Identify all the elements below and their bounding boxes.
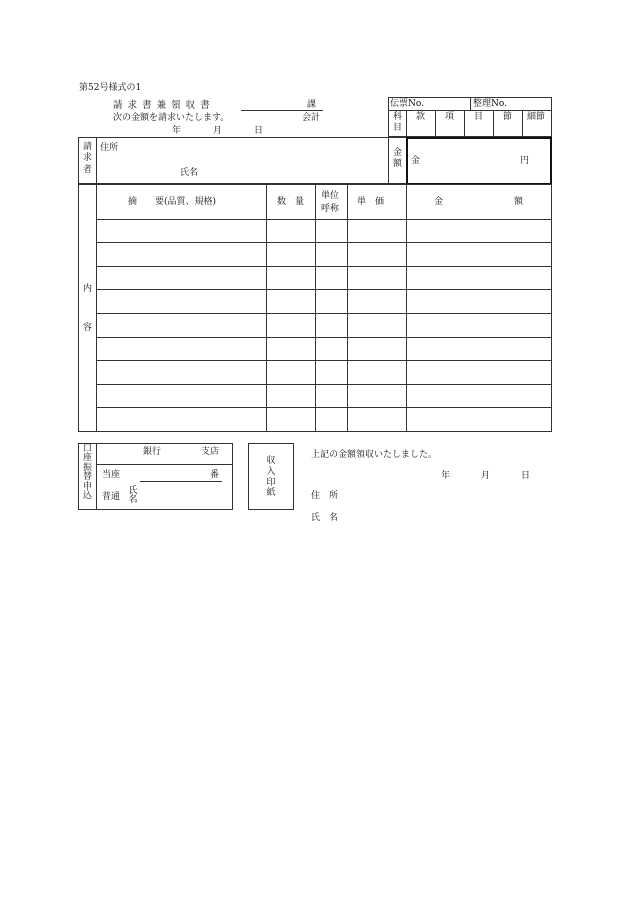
- voucher-divider: [522, 110, 523, 137]
- bank-divider: [96, 464, 233, 465]
- stamp-char: 入: [266, 466, 276, 477]
- voucher-divider: [388, 110, 552, 111]
- requester-char: 請: [82, 142, 92, 152]
- voucher-divider: [435, 110, 436, 137]
- voucher-divider: [406, 110, 407, 137]
- bank-transfer-label: [79, 445, 96, 502]
- requester-name-label: 氏名: [180, 168, 199, 178]
- requester-box: [78, 137, 389, 184]
- seiri-no-label: 整理No.: [473, 99, 507, 109]
- kamoku-label: [389, 112, 406, 135]
- details-label-char-2: 容: [83, 323, 93, 333]
- kan-label: 款: [416, 112, 426, 122]
- header-amount-right: 額: [514, 197, 524, 207]
- request-sentence: 次の金額を請求いたします。: [113, 113, 230, 123]
- amount-prefix: 金: [411, 156, 421, 166]
- bank-label-char: 振: [82, 462, 92, 473]
- ka-label: 課: [307, 100, 317, 110]
- details-row-divider: [96, 219, 552, 220]
- request-month-label: 月: [213, 126, 223, 136]
- setsu-label: 節: [503, 112, 513, 122]
- bank-label: 銀行: [143, 447, 162, 457]
- account-name-char: 氏: [128, 486, 138, 496]
- futsu-label: 普通: [102, 492, 121, 502]
- moku-label: 目: [474, 112, 484, 122]
- stamp-char: 紙: [266, 488, 276, 499]
- header-description: 摘 要(品質、規格): [128, 197, 217, 207]
- account-name-char: 名: [128, 495, 138, 506]
- toza-label: 当座: [102, 470, 121, 480]
- kamoku-char: 目: [392, 123, 402, 134]
- details-col-divider: [96, 184, 97, 432]
- requester-divider: [96, 137, 97, 184]
- header-unit-price: 単 価: [357, 197, 385, 207]
- requester-char: 求: [82, 153, 92, 164]
- details-row-divider: [96, 360, 552, 361]
- denpyo-no-label: 伝票No.: [390, 99, 424, 109]
- voucher-divider: [464, 110, 465, 137]
- receipt-month-label: 月: [481, 471, 491, 481]
- details-row-divider: [96, 407, 552, 408]
- header-quantity: 数 量: [277, 197, 305, 207]
- bank-label-char: 口: [82, 444, 92, 454]
- receipt-sentence: 上記の金額領収いたしました。: [311, 450, 438, 460]
- details-col-divider: [315, 184, 316, 432]
- details-row-divider: [96, 337, 552, 338]
- amount-char: 金: [392, 148, 402, 158]
- requester-address-label: 住所: [100, 143, 119, 153]
- bank-label-char: 申: [82, 481, 92, 492]
- request-day-label: 日: [254, 126, 264, 136]
- details-row-divider: [96, 266, 552, 267]
- amount-unit: 円: [520, 156, 530, 166]
- account-name-label: [127, 487, 139, 506]
- stamp-char: 印: [266, 477, 276, 488]
- account-number-line: [140, 481, 222, 482]
- branch-label: 支店: [201, 447, 220, 457]
- details-row-divider: [96, 289, 552, 290]
- amount-label: [389, 148, 406, 171]
- stamp-char: 収: [266, 456, 276, 466]
- requester-char: 者: [82, 164, 92, 175]
- revenue-stamp-label: [249, 456, 293, 499]
- section-name-line: [241, 110, 323, 111]
- bank-label-char: 替: [82, 472, 92, 483]
- amount-char: 額: [392, 159, 402, 170]
- receipt-year-label: 年: [441, 471, 451, 481]
- details-row-divider: [96, 313, 552, 314]
- details-row-divider: [96, 242, 552, 243]
- saisetsu-label: 細節: [527, 112, 546, 122]
- kamoku-char: 科: [392, 112, 402, 122]
- amount-field[interactable]: [406, 137, 552, 185]
- details-col-divider: [347, 184, 348, 432]
- bank-label-char: 込: [82, 491, 92, 502]
- kaikei-label: 会計: [302, 113, 321, 123]
- requester-label: [79, 142, 96, 176]
- header-amount-left: 金: [434, 197, 444, 207]
- kou-label: 項: [445, 112, 455, 122]
- ban-label: 番: [210, 470, 220, 480]
- details-label-char-1: 内: [83, 284, 93, 294]
- details-col-divider: [406, 184, 407, 432]
- request-year-label: 年: [172, 126, 182, 136]
- bank-divider: [96, 443, 97, 510]
- document-title: 請 求 書 兼 領 収 書: [113, 100, 211, 111]
- header-unit-line1: 単位: [321, 191, 340, 201]
- voucher-divider: [470, 97, 471, 110]
- form-number: 第52号様式の1: [79, 83, 142, 93]
- details-row-divider: [96, 384, 552, 385]
- receipt-day-label: 日: [521, 471, 531, 481]
- receipt-address-label: 住 所: [311, 491, 339, 501]
- bank-label-char: 座: [82, 453, 92, 464]
- header-unit-line2: 呼称: [321, 204, 340, 214]
- voucher-divider: [493, 110, 494, 137]
- receipt-name-label: 氏 名: [311, 513, 339, 523]
- details-col-divider: [266, 184, 267, 432]
